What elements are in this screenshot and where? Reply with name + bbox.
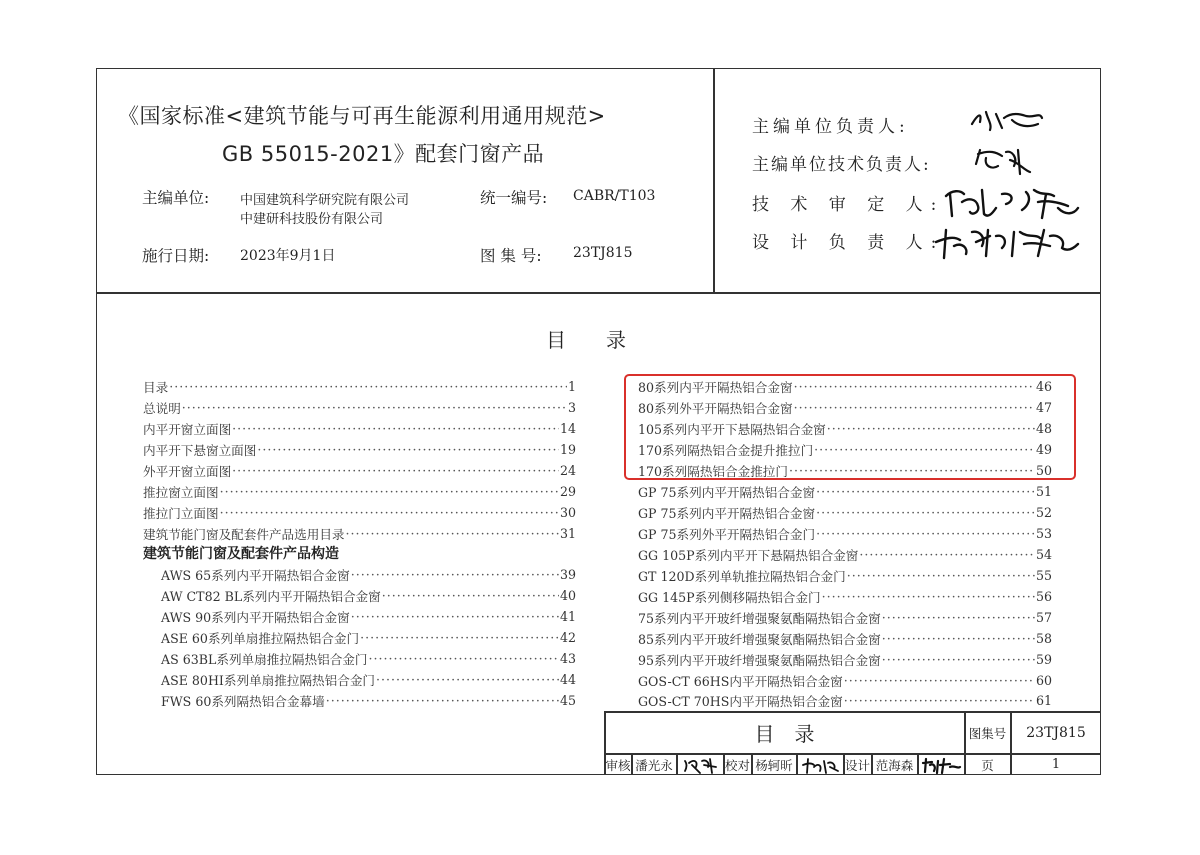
- toc-entry-page: 29: [559, 483, 576, 499]
- toc-entry-page: 40: [559, 587, 576, 603]
- toc-entry[interactable]: [638, 523, 1052, 543]
- toc-entry-page: 24: [559, 462, 576, 478]
- atlas-label: 图 集 号:: [480, 247, 542, 265]
- toc-entry-page: 45: [559, 692, 576, 708]
- leader-dots: [220, 484, 559, 499]
- toc-entry-title: GOS-CT 70HS内平开隔热铝合金窗: [638, 693, 843, 709]
- toc-entry[interactable]: [638, 544, 1052, 564]
- toc-entry-page: 41: [559, 608, 576, 624]
- designer-name: 范海森: [875, 757, 914, 773]
- leader-dots: [847, 568, 1035, 583]
- leader-dots: [351, 567, 559, 582]
- toc-entry[interactable]: [638, 565, 1052, 585]
- toc-entry-title: AS 63BL系列单扇推拉隔热铝合金门: [161, 651, 368, 667]
- leader-dots: [882, 631, 1035, 646]
- toc-entry-title: GOS-CT 66HS内平开隔热铝合金窗: [638, 673, 843, 689]
- date-value: 2023年9月1日: [240, 248, 336, 264]
- leader-dots: [844, 693, 1035, 708]
- toc-entry-title: ASE 60系列单扇推拉隔热铝合金门: [161, 630, 360, 646]
- toc-entry-title: 内平开下悬窗立面图: [143, 442, 257, 458]
- toc-entry-title: ASE 80HI系列单扇推拉隔热铝合金门: [161, 672, 376, 688]
- toc-entry-page: 42: [559, 629, 576, 645]
- toc-entry[interactable]: [161, 669, 576, 689]
- date-label: 施行日期:: [142, 247, 210, 265]
- toc-entry[interactable]: [143, 481, 576, 501]
- toc-entry[interactable]: [161, 564, 576, 584]
- leader-dots: [326, 693, 559, 708]
- toc-entry[interactable]: [638, 628, 1052, 648]
- signature-2: [972, 144, 1032, 182]
- title-block-div: [676, 753, 678, 775]
- toc-entry-page: 3: [567, 399, 576, 415]
- design-lead-label: 设 计 负 责 人:: [752, 233, 945, 253]
- title-block-div: [796, 753, 798, 775]
- toc-entry[interactable]: [638, 586, 1052, 606]
- signature-4: [932, 222, 1082, 266]
- checker-name: 杨轲昕: [755, 757, 793, 773]
- toc-entry[interactable]: [638, 649, 1052, 669]
- toc-entry-title: 外平开窗立面图: [143, 463, 232, 479]
- toc-heading: 目 录: [546, 328, 626, 352]
- toc-entry-title: 85系列内平开玻纤增强聚氨酯隔热铝合金窗: [638, 631, 881, 647]
- leader-dots: [376, 672, 559, 687]
- toc-entry-page: 47: [1035, 399, 1052, 415]
- leader-dots: [859, 547, 1035, 562]
- atlas-no: 23TJ815: [573, 245, 633, 261]
- toc-entry[interactable]: [143, 523, 576, 543]
- toc-entry-title: 170系列隔热铝合金推拉门: [638, 463, 788, 479]
- leader-dots: [257, 442, 559, 457]
- toc-entry-page: 60: [1035, 672, 1052, 688]
- design-label: 设计: [844, 757, 870, 773]
- toc-entry-page: 51: [1035, 483, 1052, 499]
- toc-entry-title: AWS 90系列内平开隔热铝合金窗: [161, 609, 350, 625]
- toc-entry-title: GP 75系列内平开隔热铝合金窗: [638, 484, 816, 500]
- toc-entry[interactable]: [161, 648, 576, 668]
- signature-1: [968, 106, 1046, 140]
- toc-entry[interactable]: [638, 670, 1052, 690]
- toc-entry-page: 14: [559, 420, 576, 436]
- toc-entry-page: 61: [1035, 692, 1052, 708]
- toc-entry[interactable]: [638, 502, 1052, 522]
- leader-dots: [182, 400, 567, 415]
- toc-entry-title: FWS 60系列隔热铝合金幕墙: [161, 693, 325, 709]
- leader-dots: [816, 484, 1035, 499]
- leader-dots: [816, 526, 1035, 541]
- toc-entry-title: 170系列隔热铝合金提升推拉门: [638, 442, 814, 458]
- toc-entry-page: 48: [1035, 420, 1052, 436]
- toc-entry[interactable]: [161, 627, 576, 647]
- header-divider: [96, 292, 1101, 294]
- highlight-box: [624, 374, 1076, 480]
- title-block-atlas-label: 图集号: [968, 725, 1007, 741]
- toc-entry-page: 49: [1035, 441, 1052, 457]
- document-title-line2: GB 55015-2021》配套门窗产品: [222, 142, 545, 166]
- leader-dots: [822, 589, 1035, 604]
- toc-entry-title: GP 75系列外平开隔热铝合金门: [638, 526, 816, 542]
- toc-entry-page: 1: [567, 378, 576, 394]
- toc-entry-page: 30: [559, 504, 576, 520]
- toc-entry-title: 80系列外平开隔热铝合金窗: [638, 400, 793, 416]
- toc-entry[interactable]: [143, 460, 576, 480]
- toc-entry-page: 31: [559, 525, 576, 541]
- leader-dots: [351, 609, 559, 624]
- leader-dots: [882, 610, 1035, 625]
- toc-entry-title: 80系列内平开隔热铝合金窗: [638, 379, 793, 395]
- toc-entry-title: 建筑节能门窗及配套件产品选用目录: [143, 526, 345, 542]
- chief-tech-head-label: 主编单位技术负责人:: [752, 155, 931, 175]
- toc-entry-title: 推拉门立面图: [143, 505, 219, 521]
- toc-entry[interactable]: [161, 606, 576, 626]
- leader-dots: [816, 505, 1035, 520]
- editor-label: 主编单位:: [142, 189, 210, 207]
- toc-entry-page: 56: [1035, 588, 1052, 604]
- leader-dots: [844, 673, 1035, 688]
- leader-dots: [882, 652, 1035, 667]
- toc-entry-page: 55: [1035, 567, 1052, 583]
- title-block-atlas-no: 23TJ815: [1026, 724, 1086, 741]
- toc-entry-page: 43: [559, 650, 576, 666]
- toc-entry-title: 推拉窗立面图: [143, 484, 219, 500]
- leader-dots: [232, 463, 559, 478]
- toc-entry-page: 57: [1035, 609, 1052, 625]
- editor-unit-2: 中建研科技股份有限公司: [240, 212, 384, 227]
- unified-no-label: 统一编号:: [480, 189, 548, 207]
- toc-entry-page: 39: [559, 566, 576, 582]
- toc-entry-page: 19: [559, 441, 576, 457]
- toc-entry-page: 44: [559, 671, 576, 687]
- toc-entry-page: 53: [1035, 525, 1052, 541]
- leader-dots: [346, 526, 559, 541]
- check-label: 校对: [724, 757, 750, 773]
- leader-dots: [232, 421, 559, 436]
- header-vertical-divider: [713, 68, 715, 293]
- checker-signature: [800, 755, 840, 779]
- toc-entry[interactable]: [143, 418, 576, 438]
- toc-entry[interactable]: [143, 439, 576, 459]
- title-block-name: 目 录: [754, 722, 815, 746]
- toc-entry[interactable]: [143, 502, 576, 522]
- page-number: 1: [1051, 757, 1061, 772]
- toc-entry-title: GG 145P系列侧移隔热铝合金门: [638, 589, 821, 605]
- tech-approver-label: 技 术 审 定 人:: [752, 195, 945, 215]
- review-label: 审核: [605, 757, 631, 773]
- toc-entry-title: AW CT82 BL系列内平开隔热铝合金窗: [161, 588, 381, 604]
- toc-section-title: 建筑节能门窗及配套件产品构造: [143, 546, 339, 562]
- toc-entry[interactable]: [638, 607, 1052, 627]
- reviewer-name: 潘光永: [635, 757, 673, 773]
- toc-entry-title: 75系列内平开玻纤增强聚氨酯隔热铝合金窗: [638, 610, 881, 626]
- toc-entry-title: 95系列内平开玻纤增强聚氨酯隔热铝合金窗: [638, 652, 881, 668]
- toc-entry[interactable]: [161, 585, 576, 605]
- toc-entry-title: AWS 65系列内平开隔热铝合金窗: [161, 567, 350, 583]
- toc-entry-page: 52: [1035, 504, 1052, 520]
- chief-unit-head-label: 主编单位负责人:: [752, 117, 909, 137]
- toc-entry-title: GG 105P系列内平开下悬隔热铝合金窗: [638, 547, 859, 563]
- document-title-line1: 《国家标准<建筑节能与可再生能源利用通用规范>: [118, 104, 606, 128]
- toc-entry[interactable]: [638, 481, 1052, 501]
- leader-dots: [382, 588, 559, 603]
- toc-entry-title: GT 120D系列单轨推拉隔热铝合金门: [638, 568, 846, 584]
- leader-dots: [169, 379, 567, 394]
- toc-entry-page: 46: [1035, 378, 1052, 394]
- toc-entry[interactable]: [143, 397, 576, 417]
- unified-no: CABR/T103: [573, 188, 656, 204]
- reviewer-signature: [682, 755, 720, 779]
- toc-entry-title: 105系列内平开下悬隔热铝合金窗: [638, 421, 826, 437]
- leader-dots: [360, 630, 559, 645]
- toc-entry[interactable]: [143, 376, 576, 396]
- toc-entry-title: GP 75系列内平开隔热铝合金窗: [638, 505, 816, 521]
- toc-entry-page: 58: [1035, 630, 1052, 646]
- toc-entry-page: 54: [1035, 546, 1052, 562]
- toc-entry-title: 总说明: [143, 400, 181, 416]
- leader-dots: [220, 505, 559, 520]
- title-block-div: [917, 753, 919, 775]
- page-label: 页: [981, 757, 994, 773]
- toc-entry[interactable]: [638, 690, 1052, 710]
- toc-entry[interactable]: [161, 690, 576, 710]
- toc-entry-title: 目录: [143, 379, 169, 395]
- leader-dots: [369, 651, 559, 666]
- toc-entry-page: 50: [1035, 462, 1052, 478]
- toc-entry-page: 59: [1035, 651, 1052, 667]
- toc-entry-title: 内平开窗立面图: [143, 421, 232, 437]
- editor-unit-1: 中国建筑科学研究院有限公司: [240, 193, 410, 208]
- designer-signature: [920, 755, 962, 779]
